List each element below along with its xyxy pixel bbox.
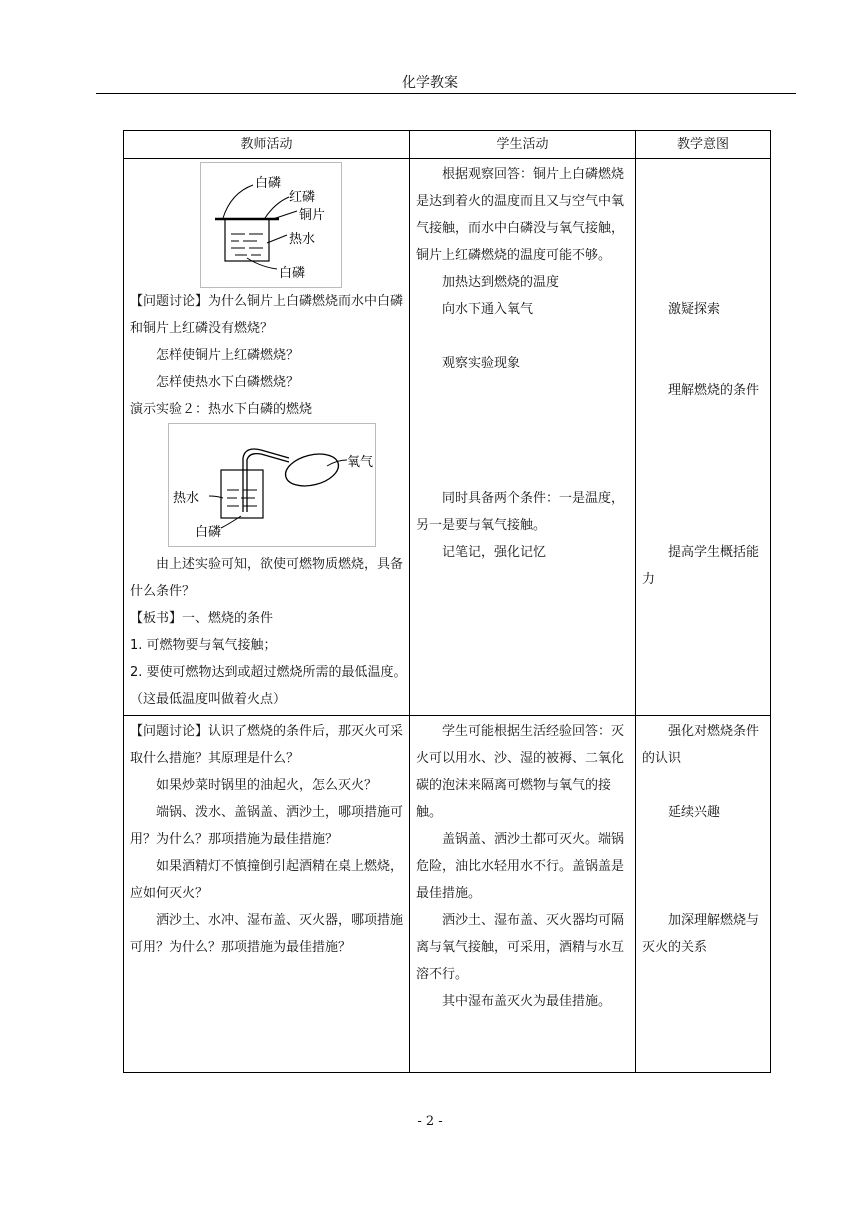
oxygen-diagram xyxy=(169,424,375,546)
intent-continue-interest: 延续兴趣 xyxy=(668,805,721,820)
intent-cell-2 xyxy=(636,716,771,1073)
teacher-cell-1 xyxy=(124,159,410,716)
teacher-question-underwater: 怎样使热水下白磷燃烧？ xyxy=(156,375,300,390)
intent-reinforce: 强化对燃烧条件的认识 xyxy=(642,724,760,766)
copper-plate-diagram xyxy=(201,163,341,287)
teacher-cell-2 xyxy=(124,716,410,1073)
page-header-title: 化学教案 xyxy=(402,75,458,91)
teacher-conclusion-question: 由上述实验可知，欲使可燃物质燃烧，具备什么条件？ xyxy=(130,557,404,599)
intent-summarize: 提高学生概括能力 xyxy=(642,545,760,587)
experiment-figure-oxygen xyxy=(168,423,376,547)
intent-understand-conditions: 理解燃烧的条件 xyxy=(668,383,760,398)
label-hot-water-2: 热水 xyxy=(173,491,200,506)
student-notes: 记笔记，强化记忆 xyxy=(442,545,547,560)
column-header-intent: 教学意图 xyxy=(636,131,771,159)
student-answer-observation: 根据观察回答：铜片上白磷燃烧是达到着火的温度而且又与空气中氧气接触，而水中白磷没与氧气接触，铜片上红磷燃烧的温度可能不够。 xyxy=(416,167,625,263)
student-observe: 观察实验现象 xyxy=(442,356,521,371)
teacher-oil-fire-question: 如果炒菜时锅里的油起火，怎么灭火？ xyxy=(156,778,378,793)
student-experience-answer: 学生可能根据生活经验回答：灭火可以用水、沙、湿的被褥、二氧化碳的泡沫来隔离可燃物与氧气的接触。 xyxy=(416,724,625,820)
experiment-figure-copper-plate xyxy=(200,162,342,288)
student-lid-answer: 盖锅盖、洒沙土都可灭火。端锅危险，油比水轻用水不行。盖锅盖是最佳措施。 xyxy=(416,832,625,901)
table-row xyxy=(124,716,771,1073)
label-red-phosphorus: 红磷 xyxy=(289,190,316,205)
teacher-alcohol-fire-question: 如果酒精灯不慎撞倒引起酒精在桌上燃烧，应如何灭火？ xyxy=(130,859,404,901)
student-answer-oxygen: 向水下通入氧气 xyxy=(442,302,534,317)
label-copper-plate: 铜片 xyxy=(299,208,326,223)
teacher-alcohol-measures-question: 洒沙土、水冲、湿布盖、灭火器，哪项措施可用？为什么？那项措施为最佳措施？ xyxy=(130,913,404,955)
student-alcohol-answer: 洒沙土、湿布盖、灭火器均可隔离与氧气接触，可采用，酒精与水互溶不行。 xyxy=(416,913,625,982)
board-title: 【板书】一、燃烧的条件 xyxy=(130,611,274,626)
page-number: - 2 - xyxy=(417,1114,443,1129)
lesson-table xyxy=(123,130,771,1073)
student-cell-2 xyxy=(410,716,636,1073)
student-two-conditions: 同时具备两个条件：一是温度，另一是要与氧气接触。 xyxy=(416,491,625,533)
label-hot-water: 热水 xyxy=(289,232,316,247)
teacher-question-red-phosphorus: 怎样使铜片上红磷燃烧？ xyxy=(156,348,300,363)
student-answer-heat: 加热达到燃烧的温度 xyxy=(442,275,560,290)
board-item-1: 1. 可燃物要与氧气接触； xyxy=(130,638,277,653)
intent-inspire: 激疑探索 xyxy=(668,302,721,317)
table-header-row xyxy=(124,131,771,159)
table-row xyxy=(124,159,771,716)
student-best-measure: 其中湿布盖灭火为最佳措施。 xyxy=(442,994,612,1009)
label-white-phosphorus-2: 白磷 xyxy=(195,525,222,540)
teacher-measures-question: 端锅、泼水、盖锅盖、洒沙土，哪项措施可用？为什么？那项措施为最佳措施？ xyxy=(130,805,404,847)
label-white-phosphorus-bottom: 白磷 xyxy=(279,266,306,281)
teacher-question-discussion: 【问题讨论】为什么铜片上白磷燃烧而水中白磷和铜片上红磷没有燃烧？ xyxy=(130,294,404,336)
header-rule xyxy=(96,93,796,94)
column-header-teacher: 教师活动 xyxy=(124,131,410,159)
teacher-demo-title: 演示实验２：热水下白磷的燃烧 xyxy=(130,402,313,417)
label-oxygen: 氧气 xyxy=(347,455,374,470)
teacher-extinguish-question: 【问题讨论】认识了燃烧的条件后，那灭火可采取什么措施？其原理是什么？ xyxy=(130,724,404,766)
board-item-2: 2. 要使可燃物达到或超过燃烧所需的最低温度。（这最低温度叫做着火点） xyxy=(130,665,407,707)
student-cell-1 xyxy=(410,159,636,716)
label-white-phosphorus-top: 白磷 xyxy=(255,176,282,191)
column-header-student: 学生活动 xyxy=(410,131,636,159)
intent-cell-1 xyxy=(636,159,771,716)
intent-deepen: 加深理解燃烧与灭火的关系 xyxy=(642,913,760,955)
